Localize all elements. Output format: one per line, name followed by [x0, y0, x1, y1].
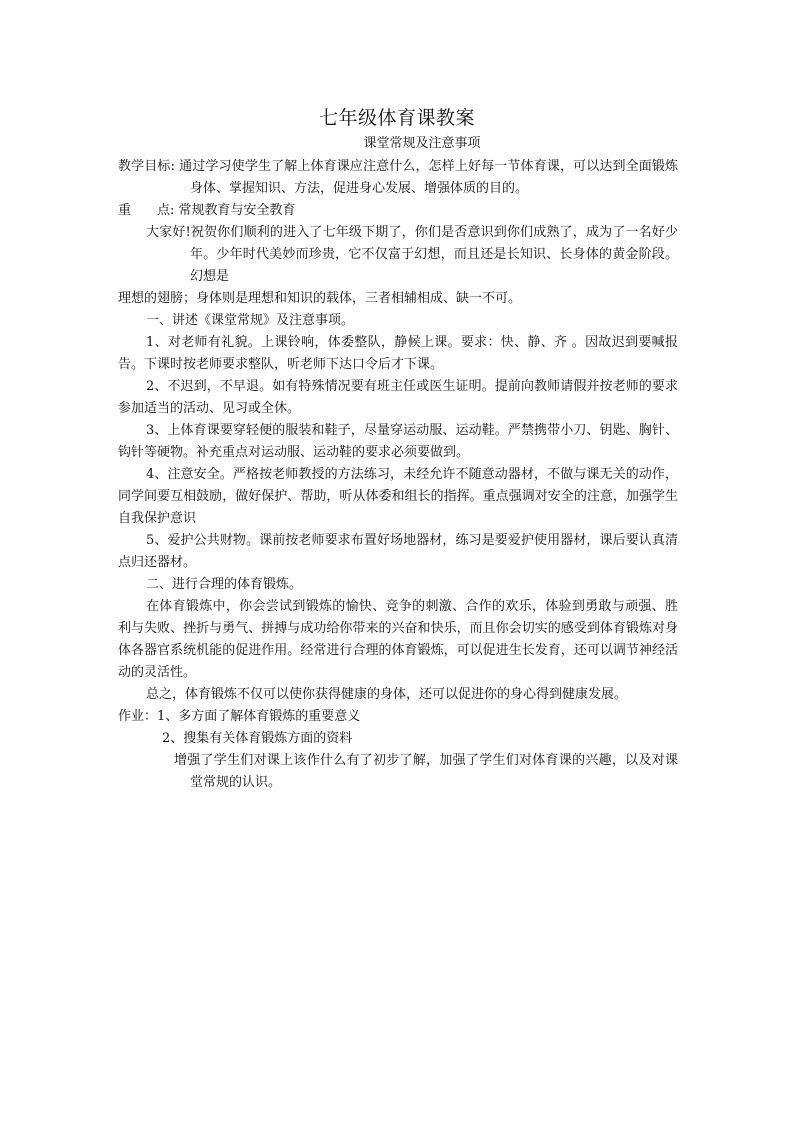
- rule-item-4: 4、注意安全。严格按老师教授的方法练习，未经允许不随意动器材，不做与课无关的动作，同学间要互相鼓励，做好保护、帮助，听从体委和组长的指挥。重点强调对安全的注意，加强学生自我保护意识: [118, 467, 678, 526]
- section-heading-2: 二、进行合理的体育锻炼。: [146, 577, 303, 592]
- lesson-summary: 增强了学生们对课上该作什么有了初步了解，加强了学生们对体育课的兴趣，以及对课堂常规的认识。: [174, 753, 678, 790]
- teaching-focus: [118, 200, 678, 222]
- focus-label: 重 点:: [118, 203, 179, 218]
- exercise-paragraph: 在体育锻炼中，你会尝试到锻炼的愉快、竞争的刺激、合作的欢乐，体验到勇敢与顽强、胜利与失败、挫折与勇气、拼搏与成功给你带来的兴奋和快乐，而且你会切实的感受到体育锻炼对身体各器官系统机能的促进作用。经常进行合理的体育锻炼，可以促进生长发育，还可以调节神经活动的灵活性。: [118, 599, 678, 680]
- rule-item-2: 2、不迟到，不早退。如有特殊情况要有班主任或医生证明。提前向教师请假并按老师的要求参加适当的活动、见习或全休。: [118, 379, 678, 416]
- focus-text: 常规教育与安全教育: [178, 203, 296, 218]
- page-subtitle: 课堂常规及注意事项: [363, 136, 481, 151]
- page-title: 七年级体育课教案: [318, 107, 475, 129]
- document-body: [118, 156, 678, 794]
- intro-paragraph-1: 大家好!祝贺你们顺利的进入了七年级下期了，你们是否意识到你们成熟了，成为了一名好少年。少年时代美妙而珍贵，它不仅富于幻想，而且还是长知识、长身体的黄金阶段。幻想是: [146, 225, 678, 284]
- homework-item-1: 作业：1、多方面了解体育锻炼的重要意义: [118, 709, 361, 724]
- teaching-objective: 教学目标: 通过学习使学生了解上体育课应注意什么，怎样上好每一节体育课，可以达到全面锻炼身体、掌握知识、方法，促进身心发展、增强体质的目的。: [118, 159, 678, 196]
- homework-item-2: 2、搜集有关体育锻炼方面的资料: [162, 731, 353, 746]
- rule-item-1: 1、对老师有礼貌。上课铃响，体委整队，静候上课。要求：快、静、齐 。因故迟到要喊报告。下课时按老师要求整队，听老师下达口令后才下课。: [118, 335, 678, 372]
- rule-item-3: 3、上体育课要穿轻便的服装和鞋子，尽量穿运动服、运动鞋。严禁携带小刀、钥匙、胸针、钩针等硬物。补充重点对运动服、运动鞋的要求必须要做到。: [118, 423, 678, 460]
- conclusion-paragraph: 总之，体育锻炼不仅可以使你获得健康的身体，还可以促进你的身心得到健康发展。: [146, 687, 628, 702]
- intro-paragraph-2: 理想的翅膀；身体则是理想和知识的载体，三者相辅相成、缺一不可。: [118, 291, 522, 306]
- section-heading-1: 一、讲述《课堂常规》及注意事项。: [146, 313, 355, 328]
- rule-item-5: 5、爱护公共财物。课前按老师要求布置好场地器材，练习是要爱护使用器材，课后要认真清点归还器材。: [118, 533, 678, 570]
